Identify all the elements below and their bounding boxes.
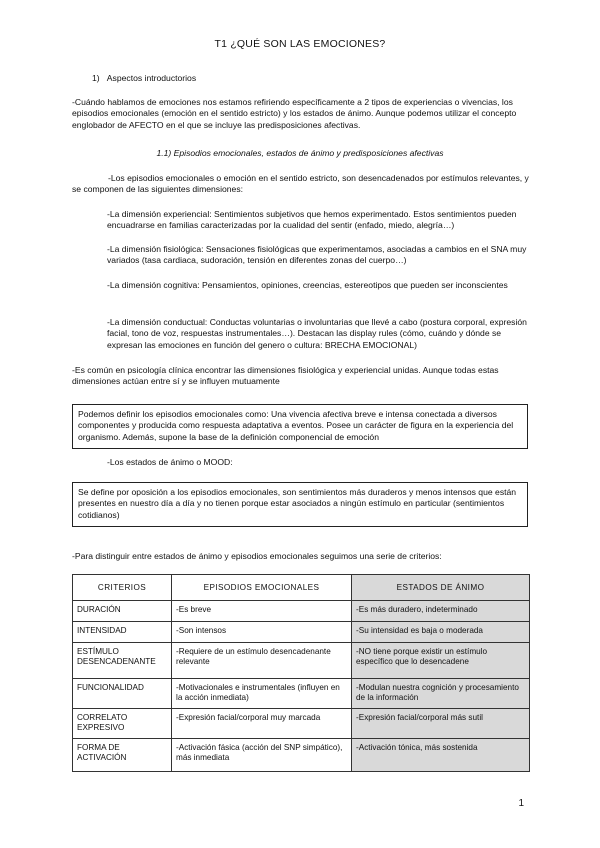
mood-definition-box: Se define por oposición a los episodios emocionales, son sentimientos más duraderos y menos intensos que están presentes en nuestro día a día y no tienen porque estar asociados a ningún estímulo en particular (sentimientos cotidianos) xyxy=(72,482,528,527)
moods-cell: -Activación tónica, más sostenida xyxy=(352,739,530,772)
table-row xyxy=(73,709,530,739)
criterion-cell: FUNCIONALIDAD xyxy=(73,679,172,709)
header-estados: ESTADOS DE ÁNIMO xyxy=(352,575,530,601)
moods-cell: -Modulan nuestra cognición y procesamiento de la información xyxy=(352,679,530,709)
moods-cell: -Su intensidad es baja o moderada xyxy=(352,622,530,643)
moods-cell: -Expresión facial/corporal más sutil xyxy=(352,709,530,739)
criterion-cell: DURACIÓN xyxy=(73,601,172,622)
criteria-intro: -Para distinguir entre estados de ánimo y episodios emocionales seguimos una serie de criterios: xyxy=(72,551,442,561)
table-row xyxy=(73,622,530,643)
criteria-table xyxy=(72,574,530,772)
table-row xyxy=(73,679,530,709)
dimension-experiential: -La dimensión experiencial: Sentimientos subjetivos que hemos experimentado. Estos sentimientos pueden encuadrarse en familias caracterizadas por la cualidad del sentir (enfado, miedo, alegría…) xyxy=(107,209,517,231)
episodes-cell: -Es breve xyxy=(172,601,352,622)
document-title: T1 ¿QUÉ SON LAS EMOCIONES? xyxy=(214,38,386,50)
episodes-cell: -Requiere de un estímulo desencadenante relevante xyxy=(172,643,352,679)
criterion-cell: INTENSIDAD xyxy=(73,622,172,643)
table-row xyxy=(73,601,530,622)
episodes-cell: -Expresión facial/corporal muy marcada xyxy=(172,709,352,739)
episodes-cell: -Activación fásica (acción del SNP simpático), más inmediata xyxy=(172,739,352,772)
moods-cell: -NO tiene porque existir un estímulo específico que lo desencadene xyxy=(352,643,530,679)
subsection-heading: 1.1) Episodios emocionales, estados de ánimo y predisposiciones afectivas xyxy=(156,148,444,158)
section-heading: 1) Aspectos introductorios xyxy=(92,73,197,83)
table-row xyxy=(73,739,530,772)
definition-box: Podemos definir los episodios emocionales como: Una vivencia afectiva breve e intensa conectada a diversos componentes y producida como respuesta adaptativa a eventos. Posee un carácter de figura en la experiencia del organismo. Además, supone la base de la definición componencial de emoción xyxy=(72,404,528,449)
table-header-row xyxy=(73,575,530,601)
dimension-physiological: -La dimensión fisiológica: Sensaciones fisiológicas que experimentamos, asociadas a cambios en el SNA muy variados (tasa cardiaca, sudoración, tensión en diferentes zonas del cuerpo…) xyxy=(107,244,527,266)
intro-paragraph: -Cuándo hablamos de emociones nos estamos refiriendo específicamente a 2 tipos de experiencias o vivencias, los episodios emocionales (emoción en el sentido estricto) y los estados de ánimo. Aunque podemos utilizar el concepto englobador de AFECTO en el que se incluye las predisposiciones afectivas. xyxy=(72,97,517,130)
moods-cell: -Es más duradero, indeterminado xyxy=(352,601,530,622)
dimension-behavioral: -La dimensión conductual: Conductas voluntarias o involuntarias que llevé a cabo (postura corporal, expresión facial, tono de voz, respuestas instrumentales…). Destacan las display rules (cómo, cuándo y dónde se expresan las emociones en función del genero o cultura: BRECHA EMOCIONAL) xyxy=(107,317,527,350)
header-criterios: CRITERIOS xyxy=(73,575,172,601)
header-episodios: EPISODIOS EMOCIONALES xyxy=(172,575,352,601)
dimension-cognitive: -La dimensión cognitiva: Pensamientos, opiniones, creencias, estereotipos que pueden ser inconscientes xyxy=(107,280,508,290)
episodes-cell: -Motivacionales e instrumentales (influyen en la acción inmediata) xyxy=(172,679,352,709)
table-row xyxy=(73,643,530,679)
episodes-paragraph: -Los episodios emocionales o emoción en el sentido estricto, son desencadenados por estímulos relevantes, y se componen de las siguientes dimensiones: xyxy=(72,173,529,195)
mood-heading: -Los estados de ánimo o MOOD: xyxy=(107,457,233,467)
clinical-paragraph: -Es común en psicología clínica encontrar las dimensiones fisiológica y experiencial unidas. Aunque todas estas dimensiones actúan entre sí y se influyen mutuamente xyxy=(72,365,499,387)
page-number: 1 xyxy=(518,798,524,809)
episodes-cell: -Son intensos xyxy=(172,622,352,643)
criterion-cell: FORMA DE ACTIVACIÓN xyxy=(73,739,172,772)
criterion-cell: ESTÍMULO DESENCADENANTE xyxy=(73,643,172,679)
criterion-cell: CORRELATO EXPRESIVO xyxy=(73,709,172,739)
